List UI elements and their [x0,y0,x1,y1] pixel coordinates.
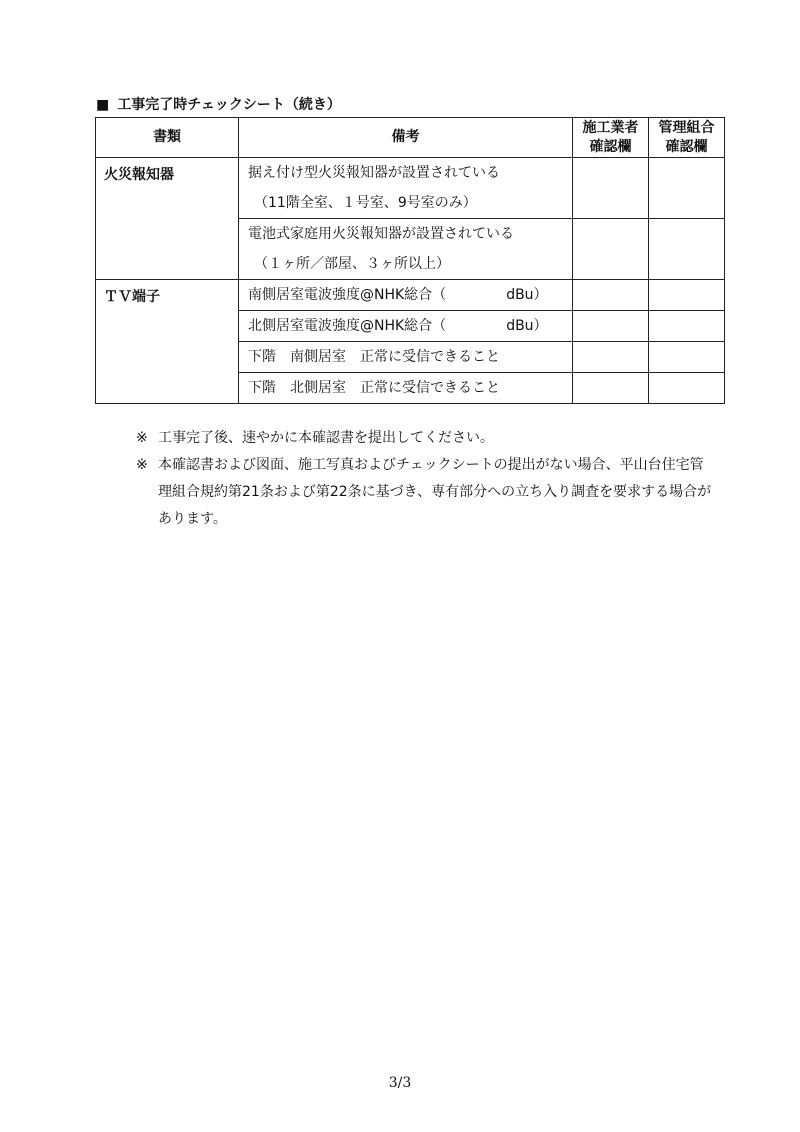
remark-line: 据え付け型火災報知器が設置されている [248,165,500,181]
remarks-list [136,425,716,533]
contractor-check-cell[interactable] [573,342,649,373]
remark-cell [239,219,573,280]
contractor-check-cell[interactable] [573,280,649,311]
contractor-check-cell[interactable] [573,373,649,404]
table-row [96,158,725,219]
remark-cell [239,280,573,311]
remark-text: 南側居室電波強度@NHK総合（ [248,287,447,303]
remark-item [136,452,716,533]
section-title-text: 工事完了時チェックシート（続き） [117,97,341,113]
header-contractor-line2: 確認欄 [589,138,632,155]
unit-dbu: dBu） [506,318,548,334]
contractor-check-cell[interactable] [573,311,649,342]
category-fire-alarm: 火災報知器 [96,158,239,280]
header-contractor-check [573,118,649,158]
association-check-cell[interactable] [649,219,725,280]
header-category: 書類 [96,118,239,158]
reference-mark-icon: ※ [136,457,148,473]
association-check-cell[interactable] [649,158,725,219]
remark-cell [239,311,573,342]
square-bullet-icon: ■ [96,97,110,113]
table-header-row [96,118,725,158]
remark-line [248,311,572,341]
remark-line: 電池式家庭用火災報知器が設置されている [248,226,514,242]
remark-line: 下階 南側居室 正常に受信できること [248,349,500,365]
remark-text: 北側居室電波強度@NHK総合（ [248,318,447,334]
header-remarks: 備考 [239,118,573,158]
remark-line: 下階 北側居室 正常に受信できること [248,380,500,396]
unit-dbu: dBu） [506,287,548,303]
remark-item [136,425,716,452]
remark-item-text: 工事完了後、速やかに本確認書を提出してください。 [158,430,494,446]
checklist-table [95,117,725,404]
section-title [96,95,341,115]
page-number: 3/3 [388,1075,412,1091]
category-tv-terminal: ＴＶ端子 [96,280,239,404]
contractor-check-cell[interactable] [573,219,649,280]
remark-cell [239,158,573,219]
association-check-cell[interactable] [649,373,725,404]
remark-line [248,280,572,310]
reference-mark-icon: ※ [136,430,148,446]
association-check-cell[interactable] [649,311,725,342]
remark-line: （11階全室、１号室、9号室のみ） [254,195,477,211]
association-check-cell[interactable] [649,280,725,311]
contractor-check-cell[interactable] [573,158,649,219]
remark-cell [239,373,573,404]
remark-line: （１ヶ所／部屋、３ヶ所以上） [254,256,450,272]
header-contractor-line1: 施工業者 [582,119,639,136]
table-row [96,280,725,311]
header-association-check [649,118,725,158]
header-association-line1: 管理組合 [658,119,715,136]
association-check-cell[interactable] [649,342,725,373]
remark-item-text: 本確認書および図面、施工写真およびチェックシートの提出がない場合、平山台住宅管理組合規約第21条および第22条に基づき、専有部分への立ち入り調査を要求する場合があります。 [158,457,712,527]
header-association-line2: 確認欄 [665,138,708,155]
remark-cell [239,342,573,373]
